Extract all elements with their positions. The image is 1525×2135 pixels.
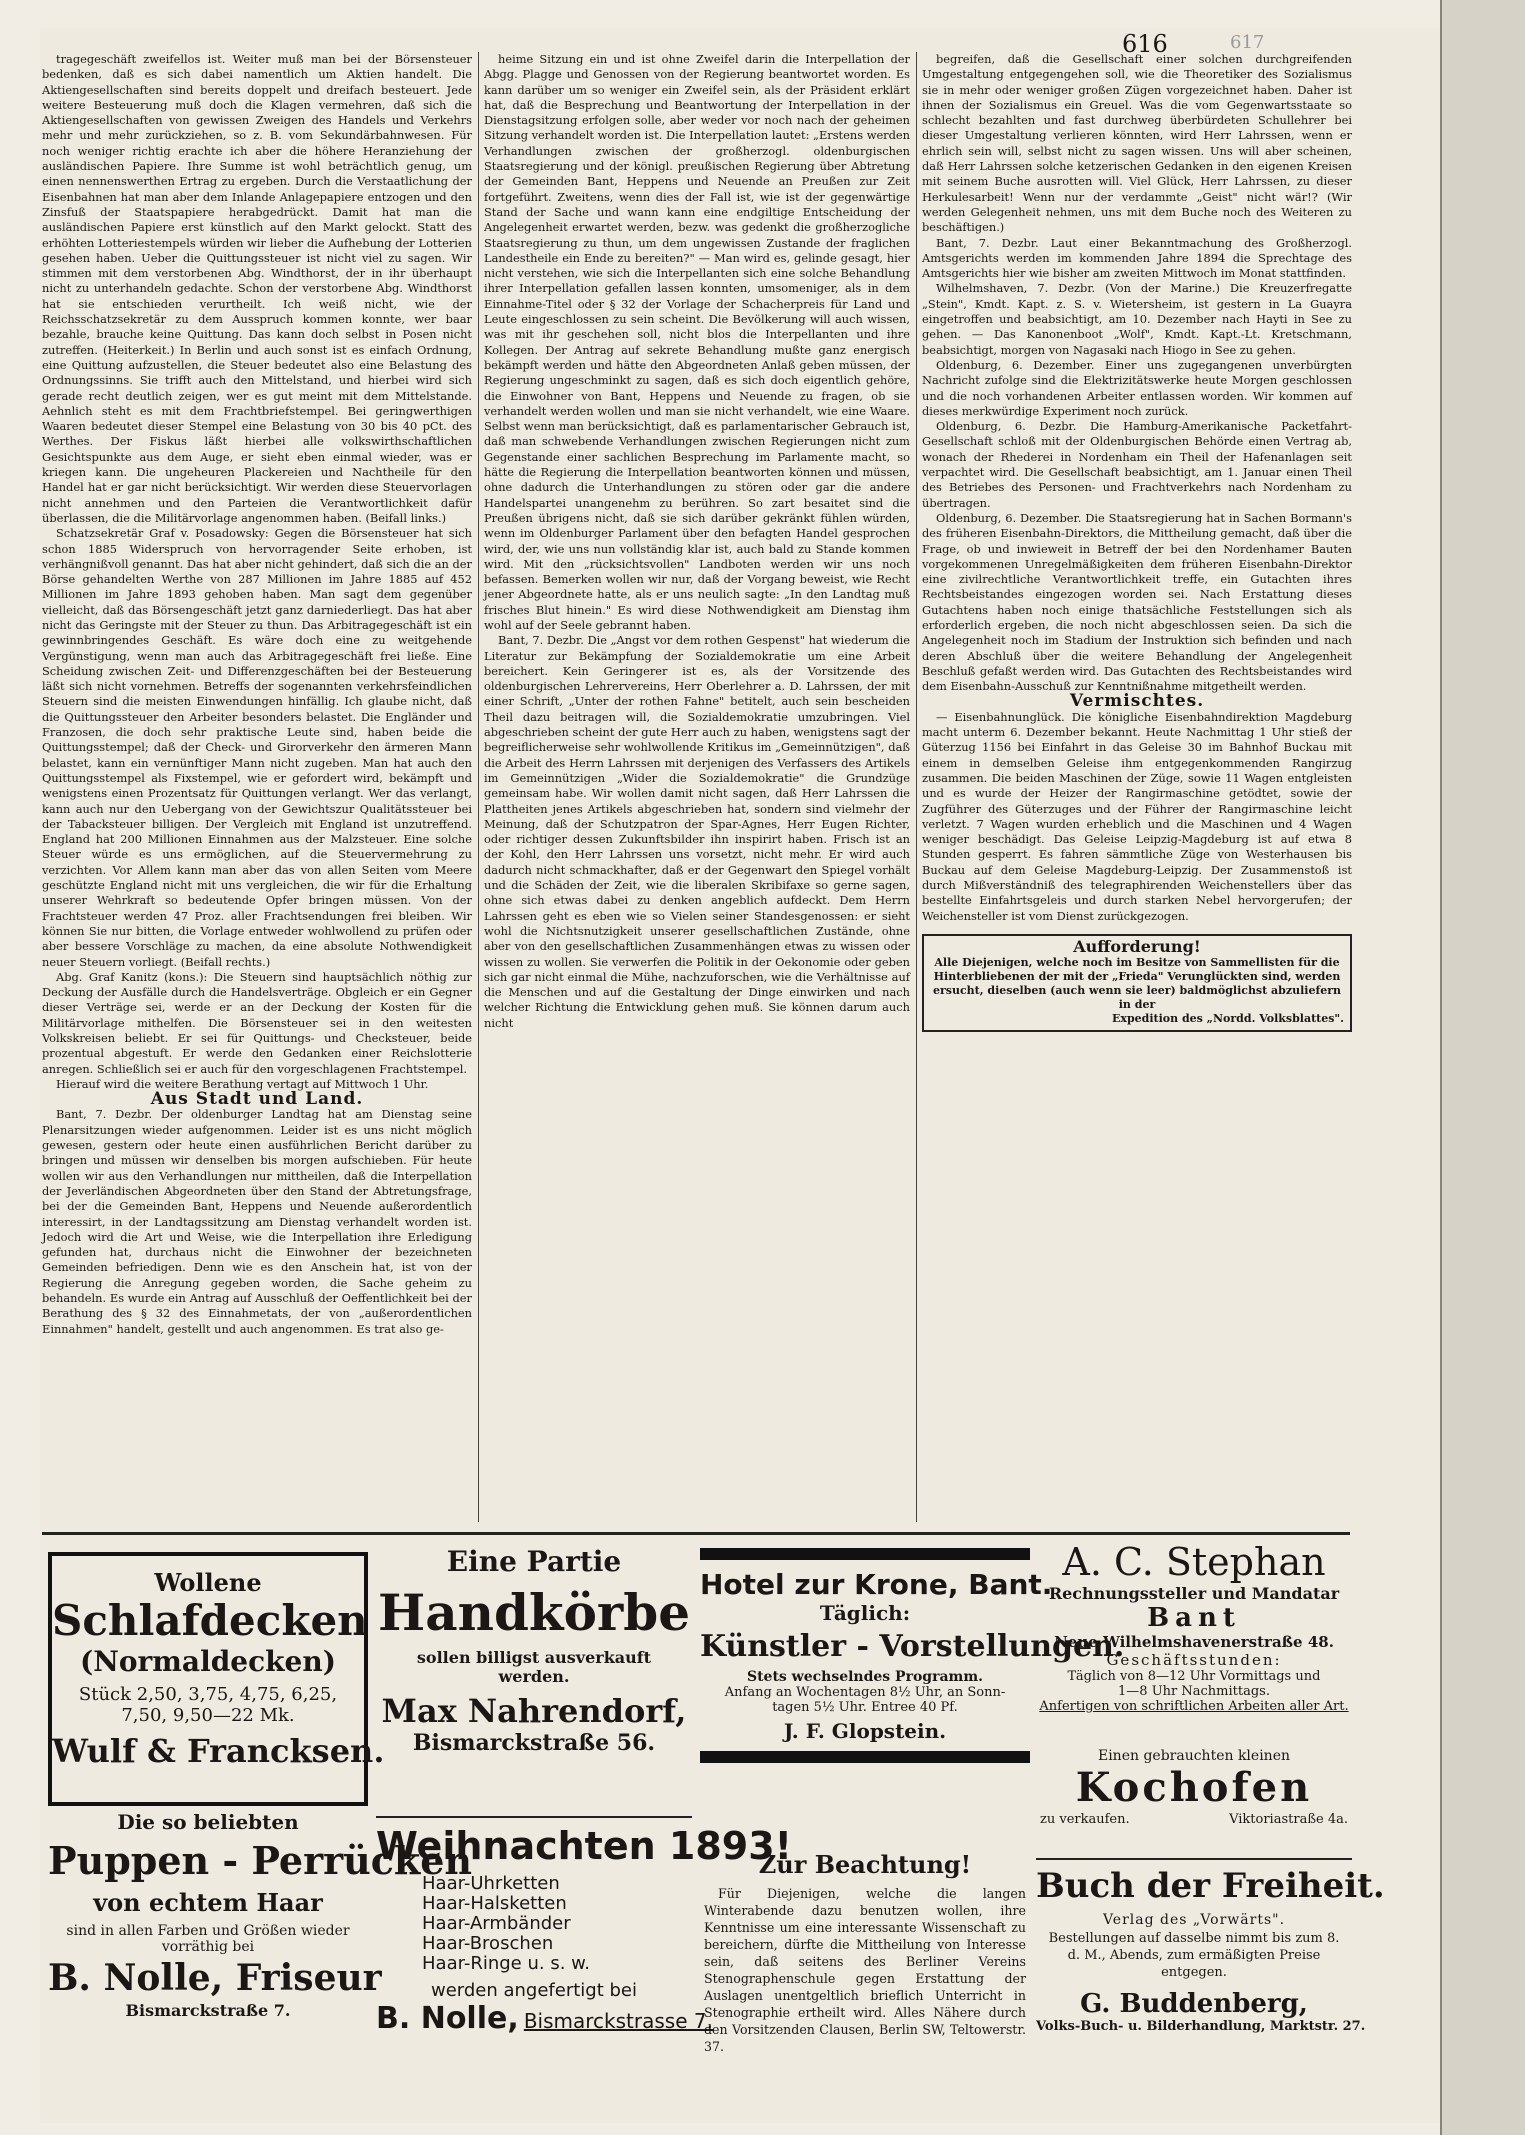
ad-line: Max Nahrendorf, (381, 1692, 687, 1730)
ad-line: Neue Wilhelmshavenerstraße 48. (1054, 1633, 1334, 1651)
ad-line: Bant (1147, 1603, 1241, 1633)
notice-text: Alle Diejenigen, welche noch im Besitze von Sammellisten für die Hinterbliebenen der mit der „Frieda" Verunglückten sind, werden ersucht, dieselben (auch wenn sie leer) baldmöglichst abzuliefern in der (933, 955, 1341, 1011)
column-rule-1 (478, 52, 479, 1522)
ad-title: Weihnachten 1893! (376, 1824, 792, 1868)
ad-buch-der-freiheit (1036, 1858, 1385, 2104)
article-paragraph: Oldenburg, 6. Dezember. Einer uns zugegangenen unverbürgten Nachricht zufolge sind die Elektrizitätswerke heute Morgen geschlossen und die noch vorhandenen Arbeiter entlassen worden. Wir kommen auf dieses merkwürdige Experiment noch zurück. (922, 357, 1352, 418)
ad-line: A. C. Stephan (1062, 1540, 1326, 1584)
ad-title: Zur Beachtung! (758, 1850, 972, 1879)
ad-line: Künstler - Vorstellungen. (700, 1629, 1125, 1664)
ad-line: Bismarckstraße 56. (412, 1730, 656, 1756)
ad-line: Geschäftsstunden: (1106, 1651, 1282, 1669)
ad-line: Viktoriastraße 4a. (1229, 1812, 1348, 1827)
ad-bar (700, 1548, 1030, 1560)
column-1 (42, 52, 472, 1337)
article-paragraph: tragegeschäft zweifellos ist. Weiter muß man bei der Börsensteuer bedenken, daß es sich dabei namentlich um Aktien handelt. Die Aktiengesellschaften sind bereits doppelt und dreifach besteuert. Jede weitere Besteuerung muß doch die Klagen vermehren, daß sich die Aktiengesellschaften von gewissen Zweigen des Handels und Verkehrs mehr und mehr zurückziehen, so z. B. vom Sekundärbahnwesen. Für noch weniger richtig erachte ich aber die höhere Heranziehung der ausländischen Papiere. Ihre Summe ist wohl beträchtlich genug, um einen nennenswerthen Ertrag zu ergeben. Durch die Verstaatlichung der Eisenbahnen hat man aber dem Inlande Anlagepapiere entzogen und den Zinsfuß der Staatspapiere herabgedrückt. Damit hat man die ausländischen Papiere erst künstlich auf den Markt gelockt. Statt des erhöhten Lotteriestempels würden wir lieber die Aufhebung der Lotterien gesehen haben. Ueber die Quittungssteuer ist nicht viel zu sagen. Wir stimmen mit dem verstorbenen Abg. Windthorst, der in ihr überhaupt nicht zu unterhandeln gedachte. Schon der verstorbene Abg. Windthorst hat sie entschieden verurtheilt. Ich weiß nicht, wie der Reichsschatzsekretär zu dem Ausspruch kommen konnte, wer baar bezahle, brauche keine Quittung. Das kann doch selbst in Posen nicht zutreffen. (Heiterkeit.) In Berlin und auch sonst ist es einfach Ordnung, eine Quittung aufzustellen, die Steuer bedeutet also eine Belastung des Ordnungssinns. Sie trifft auch den Mittelstand, und hierbei wird sich gerade recht deutlich zeigen, wer es gut meint mit dem Mittelstande. Aehnlich steht es mit dem Frachtbriefstempel. Bei geringwerthigen Waaren bedeutet dieser Stempel eine Belastung von 30 bis 40 pCt. des Werthes. Der Fiskus läßt hierbei alle volkswirthschaftlichen Gesichtspunkte aus dem Auge, er sieht eben einmal wieder, was er kriegen kann. Die ungeheuren Plackereien und Nachtheile für den Handel hat er gar nicht berücksichtigt. Wir werden diese Steuervorlagen nicht annehmen und den Parteien die Verantwortlichkeit dafür überlassen, die die Militärvorlage angenommen haben. (Beifall links.) (42, 52, 472, 525)
ad-line: tagen 5½ Uhr. Entree 40 Pf. (772, 1700, 958, 1715)
article-paragraph: Oldenburg, 6. Dezember. Die Staatsregierung hat in Sachen Bormann's des früheren Eisenbahn-Direktors, die Mittheilung gemacht, daß über die Frage, ob und inwieweit in Betreff der bei den Nordenhamer Bauten vorgekommenen Unregelmäßigkeiten dem früheren Eisenbahn-Direktor eine zivilrechtliche Verantwortlichkeit treffe, ein Gutachten ihres Rechtsbeistandes eingezogen worden sei. Nach Erstattung dieses Gutachtens haben noch einige thatsächliche Feststellungen sich als erforderlich ergeben, die noch nicht abgeschlossen seien. Da sich die Angelegenheit noch im Stadium der Instruktion sich befinden und nach deren Abschluß über die weitere Behandlung der Angelegenheit Beschluß gefaßt werden wird. Das Gutachten des Rechtsbeistandes wird dem Eisenbahn-Ausschuß zur Kenntnißnahme mitgetheilt werden. (922, 510, 1352, 694)
ad-line: Die so beliebten (117, 1810, 299, 1834)
page-number: 616 (1122, 30, 1168, 58)
section-heading: Aus Stadt und Land. (150, 1089, 364, 1110)
ad-line: B. Nolle, (376, 2001, 519, 2036)
ad-line: Buch der Freiheit. (1036, 1866, 1385, 1906)
column-3 (922, 52, 1352, 1032)
column-2 (484, 52, 910, 1031)
ad-line: von echtem Haar (93, 1888, 323, 1917)
ad-line: Bismarckstrasse 7. (523, 2009, 713, 2033)
ad-line: Stück 2,50, 3,75, 4,75, 6,25, (78, 1684, 338, 1705)
ad-text: Bestellungen auf dasselbe nimmt bis zum 8. d. M., Abends, zum ermäßigten Preise entgegen. (1048, 1931, 1340, 1980)
ad-weihnachten (376, 1816, 792, 2104)
notice-box (922, 934, 1352, 1032)
ad-line: sollen billigst ausverkauft (416, 1648, 652, 1667)
ad-line: (Normaldecken) (80, 1645, 336, 1678)
ad-zur-beachtung (704, 1850, 1026, 2100)
article-paragraph: Abg. Graf Kanitz (kons.): Die Steuern sind hauptsächlich nöthig zur Deckung der Ausfälle durch die Handelsverträge. Obgleich er ein Gegner dieser Verträge sei, werde er an der Deckung der Kosten für die Militärvorlage mithelfen. Die Börsensteuer sei in den weitesten Volkskreisen beliebt. Er sei für Quittungs- und Checksteuer, beide prozentual abgestuft. Er werde den Gedanken einer Reichslotterie anregen. Schließlich sei er auch für den vorgeschlagenen Frachtstempel. (42, 969, 472, 1076)
ad-line: Täglich: (819, 1601, 911, 1625)
notice-signature: Expedition des „Nordd. Volksblattes". (1112, 1011, 1344, 1025)
ad-kochofen (1036, 1748, 1352, 1848)
ad-line: Volks-Buch- u. Bilderhandlung, Marktstr. 27. (1036, 2019, 1366, 2034)
ad-line: Eine Partie (446, 1545, 622, 1578)
ad-schlafdecken (48, 1552, 385, 1806)
article-paragraph: Hierauf wird die weitere Berathung vertagt auf Mittwoch 1 Uhr. (56, 1076, 429, 1091)
ad-line: J. F. Glopstein. (783, 1719, 947, 1743)
article-paragraph: heime Sitzung ein und ist ohne Zweifel darin die Interpellation der Abgg. Plagge und Genossen von der Regierung beantwortet worden. Es kann darüber um so weniger ein Zweifel sein, als der Präsident erklärt hat, daß die Besprechung und Beantwortung der Interpellation in der Dienstagsitzung erfolgen solle, aber weder vor noch nach der geheimen Sitzung verhandelt worden ist. Die Interpellation lautet: „Erstens werden Verhandlungen zwischen der großherzogl. oldenburgischen Staatsregierung und der königl. preußischen Regierung über Abtretung der Gemeinden Bant, Heppens und Neuende an Preußen zur Zeit fortgeführt. Zweitens, wenn dies der Fall ist, wie ist der gegenwärtige Stand der Sache und wann kann eine endgiltige Entscheidung der Angelegenheit erwartet werden, bezw. was gedenkt die großherzogliche Staatsregierung zu thun, um dem ungewissen Zustande der fraglichen Landestheile ein Ende zu bereiten?" — Man wird es, gelinde gesagt, hier nicht verstehen, wie sich die Interpellanten sich eine solche Behandlung ihrer Interpellation gefallen lassen konnten, umsomeniger, als in dem Einnahme-Titel oder § 32 der Vorlage der Schacherpreis für Land und Leute eingeschlossen zu sein scheint. Die Bevölkerung will auch wissen, was mit ihr geschehen soll, nicht blos die Interpellanten und ihre Kollegen. Der Antrag auf sekrete Behandlung mußte ganz energisch bekämpft werden und hätte den Abgeordneten Anlaß geben müssen, der Regierung ungeschminkt zu sagen, daß es sich doch eigentlich gehöre, die Einwohner von Bant, Heppens und Neuende zu fragen, ob sie verhandelt werden wollen und man sie nicht verhandelt, wie eine Waare. Selbst wenn man berücksichtigt, daß es parlamentarischer Gebrauch ist, daß man schwebende Verhandlungen zwischen Regierungen nicht zum Gegenstande einer sachlichen Besprechung im Parlamente macht, so hätte die Regierung die Interpellation beantworten können und müssen, ohne dadurch die Unterhandlungen zu stören oder gar die andere Handelspartei unangenehm zu berühren. So zart besaitet sind die Preußen übrigens nicht, daß sie sich darüber gekränkt fühlen würden, wenn im Oldenburger Parlament über den befagten Handel gesprochen wird, der, wie uns nun vollständig klar ist, auch bald zu Stande kommen wird. Mit den „rücksichtsvollen" Landboten werden wir uns noch befassen. Bemerken wollen wir nur, daß der Vorgang beweist, wie Recht jener Abgeordnete hatte, als er uns neulich sagte: „In den Landtag muß frisches Blut hinein." Es wird diese Nothwendigkeit am Dienstag ihm wohl auf der Seele gebrannt haben. (484, 52, 910, 632)
ad-line: Einen gebrauchten kleinen (1097, 1748, 1290, 1764)
ad-stephan (1036, 1540, 1352, 1736)
section-heading: Vermischtes. (1069, 691, 1205, 712)
ad-list-item: Haar-Ringe u. s. w. (422, 1953, 590, 1974)
ad-line: vorräthig bei (161, 1939, 255, 1955)
ad-line: Puppen - Perrücken (48, 1838, 473, 1883)
ad-line: zu verkaufen. (1040, 1812, 1130, 1827)
article-paragraph: Bant, 7. Dezbr. Laut einer Bekanntmachung des Großherzogl. Amtsgerichts werden im kommenden Jahre 1894 die Sprechtage des Amtsgerichts hier wie bisher am zweiten Mittwoch im Monat stattfinden. (922, 235, 1352, 281)
ad-line: Anfertigen von schriftlichen Arbeiten aller Art. (1039, 1699, 1349, 1714)
article-paragraph: Schatzsekretär Graf v. Posadowsky: Gegen die Börsensteuer hat sich schon 1885 Widerspruch von hervorragender Seite erhoben, ist verhängnißvoll genannt. Das hat aber nicht gehindert, daß sich die an der Börse gehandelten Werthe von 287 Millionen im Jahre 1885 auf 452 Millionen im Jahre 1893 gehoben haben. Man sagt dem gegenüber vielleicht, daß das Börsengeschäft jetzt ganz darniederliegt. Das hat aber nicht das Geringste mit der Steuer zu thun. Das Arbitragegeschäft ist ein gewinnbringendes Geschäft. Es wäre doch eine zu weitgehende Vergünstigung, wenn man auch das Arbitragegeschäft frei ließe. Eine Scheidung zwischen Zeit- und Differenzgeschäften bei der Besteuerung läßt sich nicht vornehmen. Betreffs der sogenannten verkehrsfeindlichen Steuern sind die meisten Einwendungen hinfällig. Ich glaube nicht, daß die Quittungssteuer den Arbeiter besonders belastet. Die Engländer und Franzosen, die doch sehr praktische Leute sind, haben beide die Quittungsstempel; daß der Check- und Girorverkehr den ärmeren Mann belastet, kann ein vernünftiger Mann nicht zugeben. Man hat auch den Quittungsstempel als Fixstempel, wie er gefordert wird, bekämpft und wenigstens einen Prozentsatz für Quittungen verlangt. Wer das verlangt, kann auch nur den Uebergang von der Gewichtszur Qualitätssteuer bei der Tabacksteuer billigen. Der Vergleich mit England ist unzutreffend. England hat 200 Millionen Einnahmen aus der Malzsteuer. Eine solche Steuer würde es uns ermöglichen, auf die Steuervermehrung zu verzichten. Vor Allem kann man aber das von allen Seiten vom Meere geschützte England nicht mit uns vergleichen, die wir für die Erhaltung unserer Wehrkraft so bedeutende Opfer bringen müssen. Von der Frachtsteuer werden 47 Proz. aller Frachtsendungen frei bleiben. Wir können Sie nur bitten, die Vorlage entweder wohlwollend zu prüfen oder aber bessere Vorschläge zu machen, da eine absolute Nothwendigkeit neuer Steuern vorliegt. (Beifall rechts.) (42, 526, 472, 969)
ad-line: Verlag des „Vorwärts". (1102, 1912, 1286, 1928)
article-paragraph: begreifen, daß die Gesellschaft einer solchen durchgreifenden Umgestaltung entgegengehen soll, wie die Theoretiker des Sozialismus sie in mehr oder weniger großen Zügen vorgezeichnet haben. Daher ist ihnen der Sozialismus ein Greuel. Was die vom Gegenwartsstaate so schlecht bezahlten und fast durchweg überbürdeten Schullehrer bei dieser Umgestaltung verlieren könnten, wird Herr Lahrssen, wenn er ehrlich sein will, selbst nicht zu sagen wissen. Uns will aber scheinen, daß Herr Lahrssen solche ketzerischen Gedanken in den eigenen Kreisen mit seinem Buche ausrotten will. Viel Glück, Herr Lahrssen, zu dieser Herkulesarbeit! Wenn nur der verdammte „Geist" nicht wär!? (Wir werden Gelegenheit nehmen, uns mit dem Buche noch des Weiteren zu beschäftigen.) (922, 52, 1352, 235)
article-paragraph: Bant, 7. Dezbr. Die „Angst vor dem rothen Gespenst" hat wiederum die Literatur zur Bekämpfung der Sozialdemokratie um eine Arbeit bereichert. Kein Geringerer ist es, als der Vorsitzende des oldenburgischen Lehrervereins, Herr Oberlehrer a. D. Lahrssen, der mit einer Schrift, „Unter der rothen Fahne" betitelt, auch sein bescheiden Theil dazu beitragen will, die Sozialdemokratie umzubringen. Viel abgeschrieben scheint der gute Herr auch zu haben, wenigstens sagt der begreiflicherweise sehr wohlwollende Kritikus im „Gemeinnützigen", daß die Arbeit des Herrn Lahrssen mit derjenigen des Verfassers des Artikels im Gemeinnützigen „Wider die Sozialdemokratie" die Grundzüge gemeinsam habe. Wir wollen damit nicht sagen, daß Herr Lahrssen die Plattheiten jenes Artikels abgeschrieben hat, sondern sind vielmehr der Meinung, daß der Schutzpatron der Spar-Agnes, Herr Eugen Richter, oder richtiger dessen Zukunftsbilder ihn inspirirt haben. Frisch ist an der Kohl, den Herr Lahrssen uns vorsetzt, nicht mehr. Er wird auch dadurch nicht schmackhafter, daß er der Gegenwart den Spiegel vorhält und die Schäden der Zeit, wie die liberalen Skribifaxe so gerne sagen, ohne sich etwas dabei zu denken angeblich aufdeckt. Dem Herrn Lahrssen geht es eben wie so Vielen seiner Standesgenossen: er sieht wohl die Nichtsnutzigkeit unserer gesellschaftlichen Zustände, ohne aber von den gesellschaftlichen Zusammenhängen etwas zu wissen oder wissen zu wollen. Sie verwerfen die Politik in der Oekonomie oder geben sich gar nicht einmal die Mühe, nachzuforschen, wie die Verhältnisse auf die Menschen und auf die Gestaltung der Dinge einwirken und nach welcher Richtung die Entwicklung gehen muß. Sie können darum auch nicht (484, 633, 910, 1030)
ad-line: Wollene (154, 1568, 262, 1597)
ad-line: Wulf & Francksen. (52, 1732, 385, 1770)
ad-line: Handkörbe (377, 1583, 691, 1642)
ad-puppen-perruecken (48, 1810, 473, 2100)
article-paragraph: — Eisenbahnunglück. Die königliche Eisenbahndirektion Magdeburg macht unterm 6. Dezember bekannt. Heute Nachmittag 1 Uhr stieß der Güterzug 1156 bei Einfahrt in das Geleise 30 im Bahnhof Buckau mit einem in demselben Geleise ihm entgegenkommenden Rangirzug zusammen. Die beiden Maschinen der Züge, sowie 11 Wagen entgleisten und es wurde der Heizer der Rangirmaschine getödtet, sowie der Zugführer des Güterzuges und der Führer der Rangirmaschine leicht verletzt. 7 Wagen wurden erheblich und die Maschinen und 4 Wagen weniger beschädigt. Das Geleise Leipzig-Magdeburg ist auf etwa 8 Stunden gesperrt. Es fahren sämmtliche Züge von Westerhausen bis Buckau auf dem Geleise Magdeburg-Leipzig. Der Zusammenstoß ist durch Mißverständniß des telegraphirenden Weichenstellers über das bestellte Einfahrtsgeleis und durch starken Nebel hervorgerufen; der Weichensteller ist vom Dienst zurückgezogen. (922, 709, 1352, 923)
ad-line: G. Buddenberg, (1080, 1989, 1308, 2019)
ad-list-item: Haar-Uhrketten (422, 1873, 560, 1894)
binding-edge (1440, 0, 1525, 2135)
ad-line: 7,50, 9,50—22 Mk. (121, 1705, 295, 1726)
ad-line: B. Nolle, Friseur (48, 1957, 382, 1999)
advert-divider (42, 1532, 1350, 1535)
ad-line: Kochofen (1075, 1764, 1313, 1811)
ad-list-item: Haar-Broschen (422, 1933, 554, 1954)
ad-line: 1—8 Uhr Nachmittags. (1118, 1684, 1270, 1699)
ad-line: werden. (498, 1667, 570, 1686)
ad-handkoerbe (374, 1545, 694, 1807)
ad-line: Stets wechselndes Programm. (746, 1669, 984, 1685)
ad-line: Schlafdecken (52, 1596, 368, 1645)
ad-line: Rechnungssteller und Mandatar (1048, 1584, 1340, 1603)
article-paragraph: Bant, 7. Dezbr. Der oldenburger Landtag hat am Dienstag seine Plenarsitzungen wieder aufgenommen. Leider ist es uns nicht möglich gewesen, gestern oder heute einen ausführlichen Bericht darüber zu bringen und müssen wir denselben bis morgen aufschieben. Für heute wollen wir aus den Verhandlungen nur mittheilen, daß die Interpellation der Jeverländischen Abgeordneten über den Stand der Abtretungsfrage, bei der die Gemeinden Bant, Heppens und Neuende außerordentlich interessirt, in der Landtagssitzung am Dienstag verhandelt worden ist. Jedoch wird die Art und Weise, wie die Interpellation ihre Erledigung gefunden hat, durchaus nicht die Einwohner der bezeichneten Gemeinden befriedigen. Denn wie es den Anschein hat, ist von der Regierung die Anregung gegeben worden, die Sache geheim zu behandeln. Es wurde ein Antrag auf Ausschluß der Oeffentlichkeit bei der Berathung des § 32 des Einnahmetats, der von „außerordentlichen Einnahmen" handelt, gestellt und auch angenommen. Es trat also ge- (42, 1107, 472, 1336)
ad-bar (700, 1751, 1030, 1763)
notice-title: Aufforderung! (1073, 936, 1201, 956)
ad-list-item: Haar-Halsketten (422, 1893, 567, 1914)
ad-line: Bismarckstraße 7. (125, 2001, 291, 2020)
ad-text: Für Diejenigen, welche die langen Winterabende dazu benutzen wollen, ihre Kenntnisse um eine interessante Wissenschaft zu bereichern, dürfte die Mittheilung von Interesse sein, daß seitens des Berliner Vereins Stenographenschule gegen Erstattung der Auslagen unentgeltlich brieflich Unterricht in Stenographie ertheilt wird. Alles Nähere durch den Vorsitzenden Clausen, Berlin SW, Teltowerstr. 37. (704, 1886, 1026, 2054)
ad-line: Anfang an Wochentagen 8½ Uhr, an Sonn- (724, 1685, 1006, 1700)
ad-line: Hotel zur Krone, Bant. (700, 1568, 1053, 1601)
ad-line: werden angefertigt bei (430, 1980, 638, 2001)
ad-line: sind in allen Farben und Größen wieder (66, 1923, 350, 1939)
ad-line: Täglich von 8—12 Uhr Vormittags und (1067, 1669, 1321, 1684)
article-paragraph: Oldenburg, 6. Dezbr. Die Hamburg-Amerikanische Packetfahrt-Gesellschaft schloß mit der Oldenburgischen Behörde einen Vertrag ab, wonach der Rhederei in Nordenham ein Theil der Hafenanlagen seit verpachtet wird. Die Gesellschaft beabsichtigt, am 1. Januar einen Theil des Betriebes des Personen- und Frachtverkehrs nach Nordenham zu übertragen. (922, 419, 1352, 510)
article-paragraph: Wilhelmshaven, 7. Dezbr. (Von der Marine.) Die Kreuzerfregatte „Stein", Kmdt. Kapt. z. S. v. Wietersheim, ist gestern in La Guayra eingetroffen und beabsichtigt, am 10. Dezember nach Hayti in See zu gehen. — Das Kanonenboot „Wolf", Kmdt. Kapt.-Lt. Kretschmann, beabsichtigt, morgen von Nagasaki nach Hiogo in See zu gehen. (922, 281, 1352, 357)
column-rule-2 (916, 52, 917, 1522)
ad-list-item: Haar-Armbänder (422, 1913, 571, 1934)
pencil-annotation: 617 (1230, 32, 1265, 53)
